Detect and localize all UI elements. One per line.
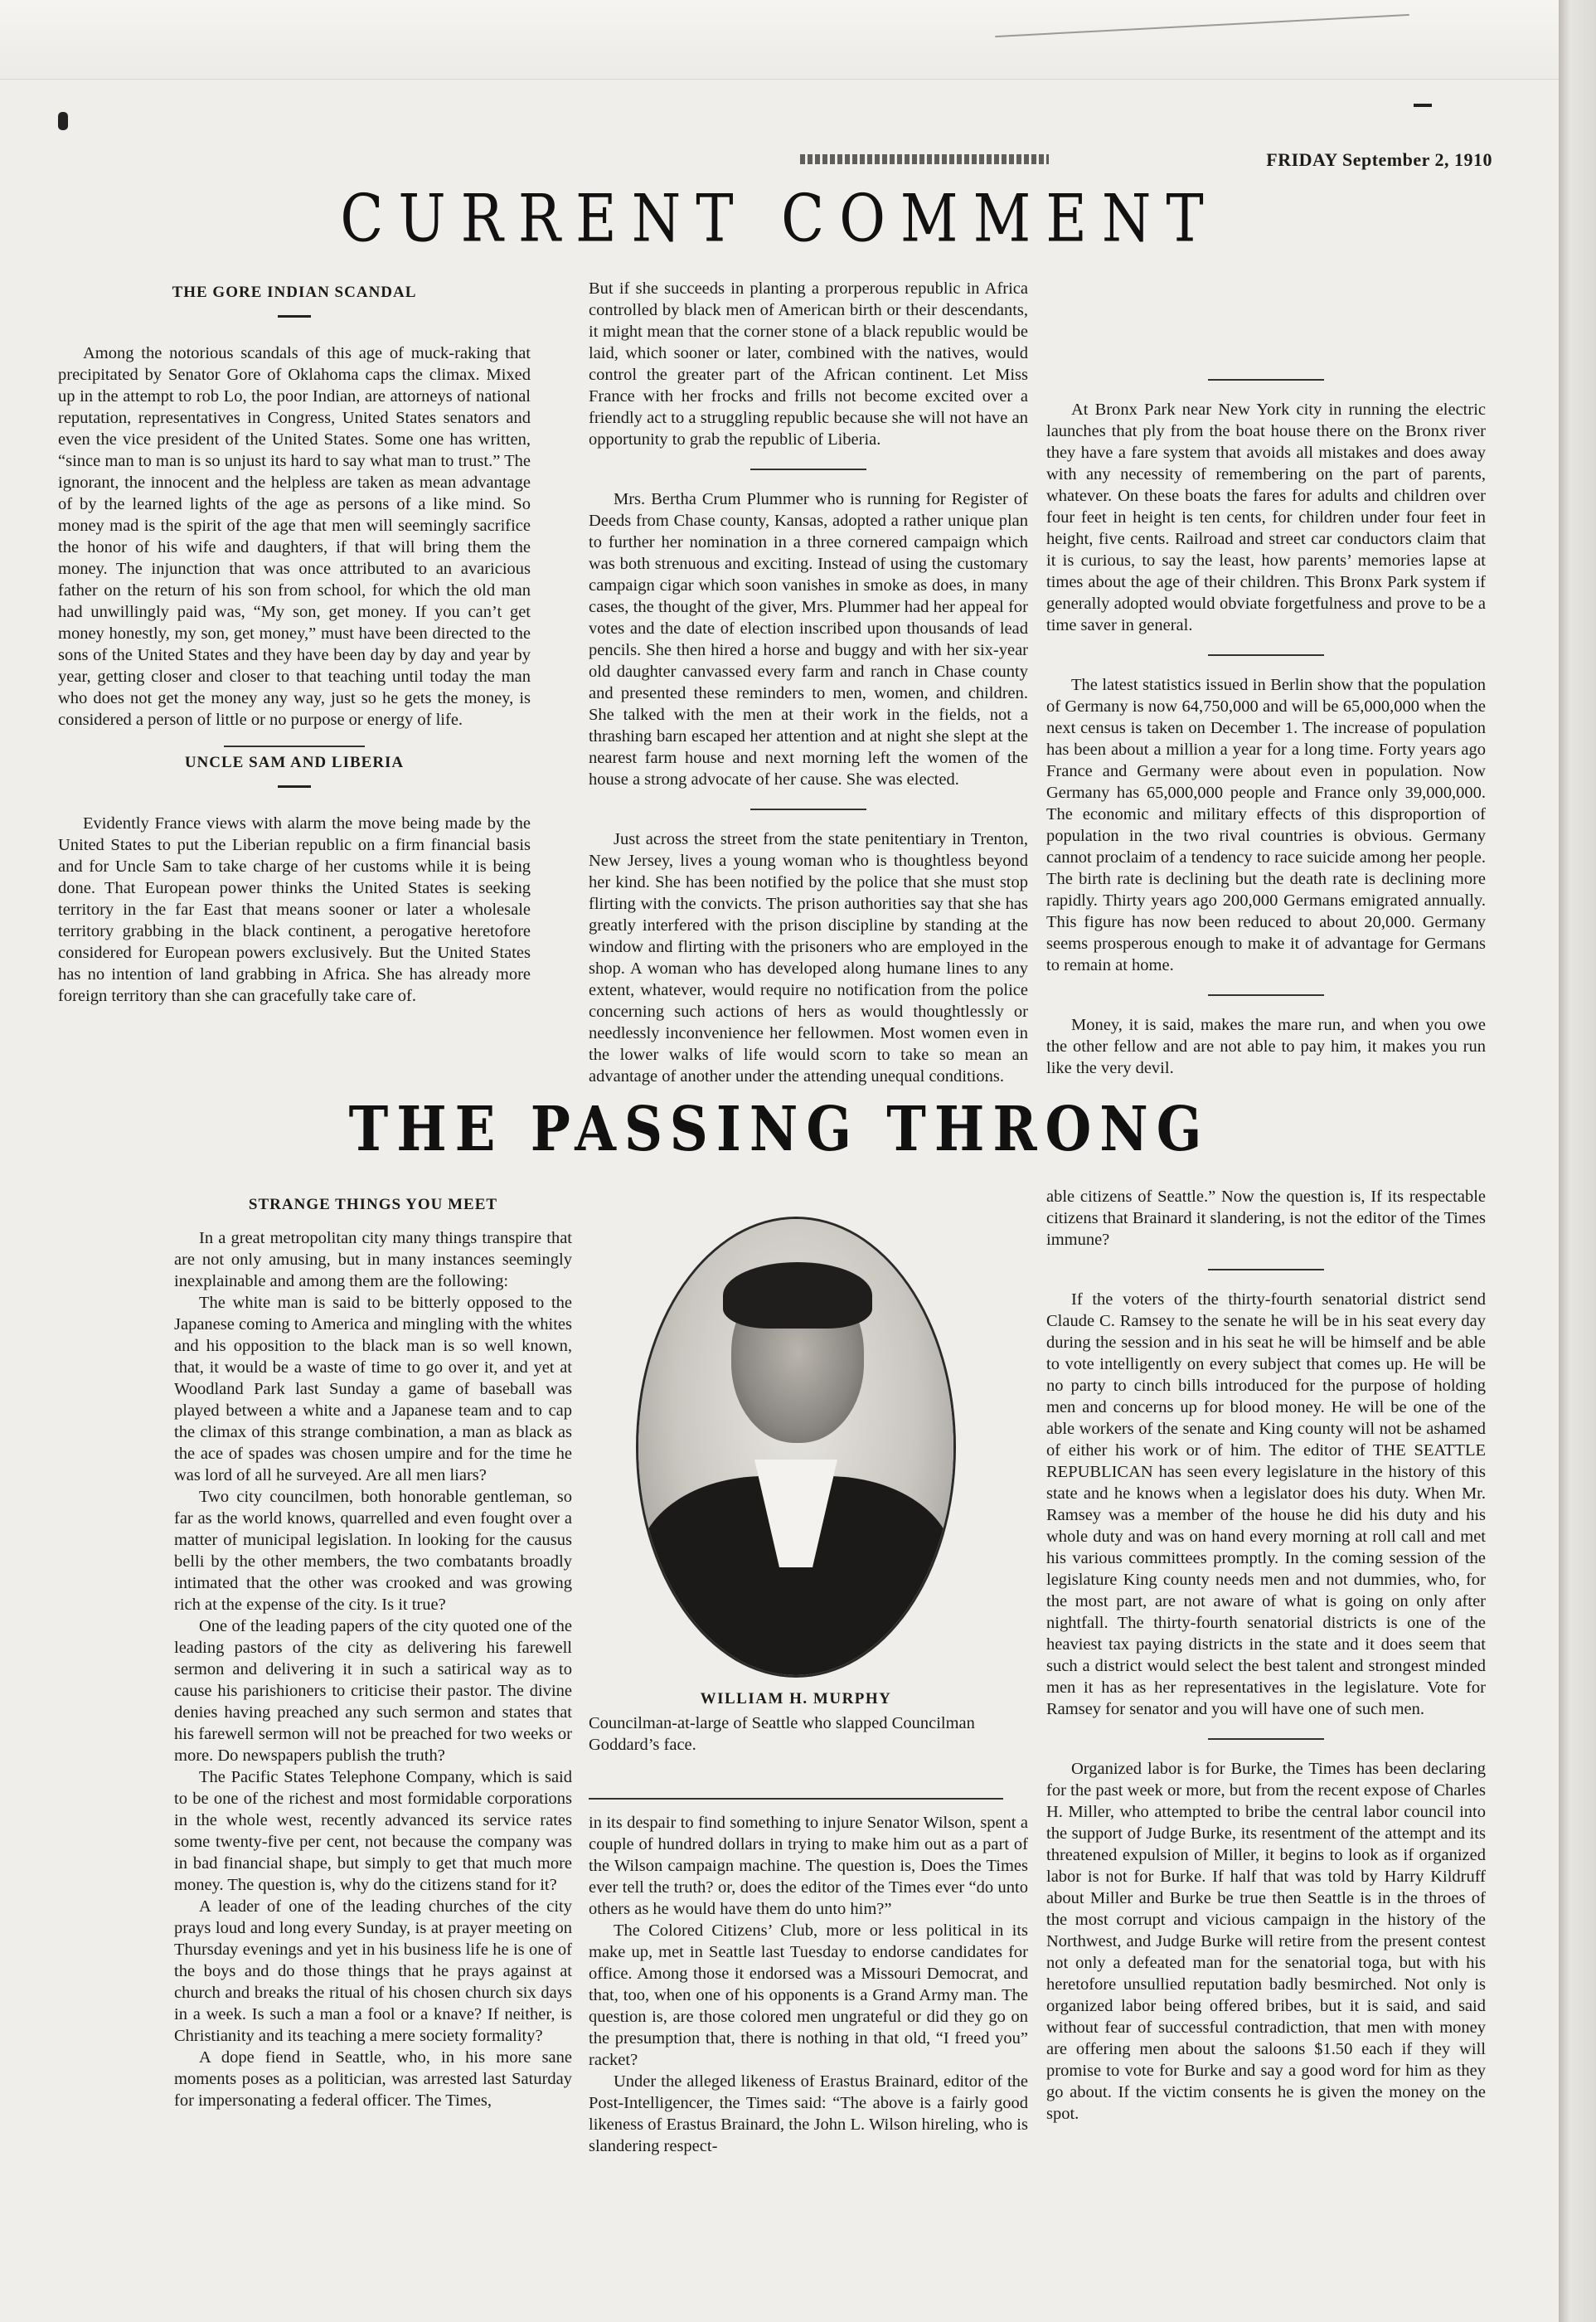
portrait-hair xyxy=(723,1262,872,1329)
section-rule xyxy=(750,469,866,470)
article-paragraph: Evidently France views with alarm the move being made by the United States to put the Liberian republic on a firm financial basis and for Uncle Sam to take charge of her customs while it is being done. That European power thinks the United States is seeking territory in the far East that means sooner or later a wholesale territory grabbing in the black continent, a perogative heretofore considered for European powers exclusively. But the United States has no intention of land grabbing in Africa. She has already more foreign territory than she can gracefully take care of. xyxy=(58,814,531,1005)
section-heading: THE GORE INDIAN SCANDAL xyxy=(172,284,417,301)
article-paragraph: One of the leading papers of the city quoted one of the leading pastors of the city as delivering his farewell sermon and delivering it in such a satirical way as to cause his parishioners to criticise their pastor. The divine denies having preached any such sermon and states that his farewell sermon will not be preached for two weeks or more. Do newspapers publish the truth? xyxy=(174,1617,572,1765)
photo-caption-text: Councilman-at-large of Seattle who slapped Councilman Goddard’s face. xyxy=(589,1714,975,1754)
photo-caption-name: WILLIAM H. MURPHY xyxy=(700,1690,892,1707)
article-paragraph: Just across the street from the state penitentiary in Trenton, New Jersey, lives a young woman who is thoughtless beyond her kind. She has been notified by the police that she must stop flirting with the convicts. The prison authorities say that she has greatly interfered with the prison discipline by standing at the window and flirting with the prisoners who are employed in the shop. A woman who has developed along humane lines to any extent, whatever, would require no notification from the police concerning such actions of hers as would thoughtlessly or needlessly inconvenience her fellowmen. Most women even in the lower walks of life would scorn to take so mean an advantage of another under the attending unequal conditions. xyxy=(589,830,1028,1086)
article-paragraph: The Pacific States Telephone Company, which is said to be one of the richest and most formidable corporations in the whole west, recently advanced its service rates some twenty-five per cent, not because the company was in bad financial shape, but simply to get that much more money. The question is, why do the citizens stand for it? xyxy=(174,1768,572,1894)
current-comment-title: CURRENT COMMENT xyxy=(340,182,1219,257)
cc-column-2 xyxy=(589,278,1028,1087)
article-paragraph: A leader of one of the leading churches of the city prays loud and long every Sunday, is at prayer meeting on Thursday evenings and yet in his business life he is one of the boys and do those things that he prays against at church and breaks the ritual of his chosen church six days in a week. Is such a man a fool or a knave? If neither, is Christianity and its teaching a mere society formality? xyxy=(174,1897,572,2045)
article-paragraph: If the voters of the thirty-fourth senatorial district send Claude C. Ramsey to the senate he will be in his seat every day during the session and in his seat he will be himself and be able to vote intelligently on every subject that comes up. He will be no party to cinch bills introduced for the purpose of holding men and concerns up for blood money. He will be one of the able workers of the senate and King county will not be ashamed of either his work or of him. The editor of THE SEATTLE REPUBLICAN has seen every legislature in the history of this state and he knows when a legislator does his duty. When Mr. Ramsey was a member of the house he did his duty and his whole duty and was on hand every morning at roll call and met his various committees promptly. In the coming session of the legislature King county needs men and not dummies, who, for the most part, are not aware of what is going on only after nightfall. The thirty-fourth senatorial districts is one of the heaviest tax paying districts in the state and it does seem that such a district would select the best talent and strongest minded men it has as her representatives in the legislature. Vote for Ramsey for senator and you will have one of such men. xyxy=(1046,1290,1486,1718)
torn-top-margin xyxy=(0,0,1559,80)
article-paragraph: Among the notorious scandals of this age of muck-raking that precipitated by Senator Gore of Oklahoma caps the climax. Mixed up in the attempt to rob Lo, the poor Indian, are attorneys of national reputation, representatives in Congress, United States senators and even the vice president of the United States. Some one has written, “since man to man is so unjust its hard to say what man to trust.” The ignorant, the innocent and the helpless are taken as mean advantage of by the learned lights of the age as persons of a like mind. So money mad is the spirit of the age that men will seemingly sacrifice the honor of his wife and daughters, if that will bring them the money. The injunction that was once attributed to an avaricious father on the return of his son from school, for which the old man had unwillingly paid was, “My son, get money. If you can’t get money honestly, my son, get money,” must have been directed to the sons of the United States and they have been day by day and year by year, getting closer and closer to that teaching until today the man who does not get the money any way, just so he gets the money, is considered a person of little or no purpose or energy of life. xyxy=(58,344,531,729)
article-paragraph: able citizens of Seattle.” Now the question is, If its respectable citizens that Brainard it slandering, is not the editor of the Times immune? xyxy=(1046,1188,1486,1249)
article-paragraph: Two city councilmen, both honorable gentleman, so far as the world knows, quarrelled and even fought over a matter of municipal legislation. In looking for the causus belli by the other members, the two combatants broadly intimated that the other was crooked and was growing rich at the expense of the city. Is it true? xyxy=(174,1488,572,1614)
article-paragraph: Mrs. Bertha Crum Plummer who is running for Register of Deeds from Chase county, Kansas, adopted a rather unique plan to further her nomination in a three cornered campaign which was both strenuous and exciting. Instead of using the customary campaign cigar which soon vanishes in smoke as does, in many cases, the thought of the giver, Mrs. Plummer had her appeal for votes and the date of election inscribed upon thousands of lead pencils. She then hired a horse and buggy and with her six-year old daughter canvassed every farm and ranch in Chase county and presented these reminders to men, women, and children. She talked with the men at their work in the fields, not a thrashing barn escaped her attention and at night she slept at the nearest farm house and next morning left the women of the house a strong advocate of her cause. She was elected. xyxy=(589,490,1028,789)
cc-column-3 xyxy=(1046,278,1486,1079)
pt-column-1 xyxy=(174,1194,572,2111)
section-rule xyxy=(1208,654,1324,656)
article-paragraph: Money, it is said, makes the mare run, and when you owe the other fellow and are not able to pay him, it makes you run like the very devil. xyxy=(1046,1016,1486,1077)
section-heading: STRANGE THINGS YOU MEET xyxy=(248,1196,498,1213)
portrait-photo xyxy=(638,1219,953,1675)
passing-throng-title: THE PASSING THRONG xyxy=(348,1094,1210,1166)
pt-column-2 xyxy=(589,1812,1028,2157)
heading-dash xyxy=(278,315,311,318)
masthead-paper-name xyxy=(800,154,1049,164)
cc-column-1 xyxy=(58,282,531,1007)
article-paragraph: Organized labor is for Burke, the Times has been declaring for the past week or more, but from the recent expose of Charles H. Miller, who attempted to bribe the central labor council into the support of Judge Burke, its resentment of the attempt and its threatened expulsion of Miller, it begins to look as if organized labor is not for Burke. If half that was told by Harry Kildruff about Miller and Burke be true then Seattle is in the throes of the most corrupt and vicious campaign in the history of the Northwest, and Judge Burke will retire from the present contest not only a defeated man for the senatorial toga, but with his heretofore unsullied reputation badly besmirched. Not only is organized labor being offered bribes, but it is said, and said without fear of successful contradiction, that men with money are offering men about the saloons $1.50 each if they will promise to vote for Burke and say a good word for him as they go about. If the victim consents he is given the money on the spot. xyxy=(1046,1760,1486,2123)
section-heading: UNCLE SAM AND LIBERIA xyxy=(184,754,405,771)
dateline: FRIDAY September 2, 1910 xyxy=(1266,149,1492,170)
article-paragraph: The white man is said to be bitterly opposed to the Japanese coming to America and mingling with the whites and his opposition to the black man is so well known, that, it would be a waste of time to go over it, and yet at Woodland Park last Sunday a game of baseball was played between a white and a Japanese team and to cap the climax of this strange combination, a man as black as the ace of spades was chosen umpire and for the time he was lord of all he surveyed. Are all men liars? xyxy=(174,1294,572,1484)
article-paragraph: At Bronx Park near New York city in running the electric launches that ply from the boat house there on the Bronx river they have a fare system that avoids all mistakes and does away with any necessity of remembering on the part of parents, whatever. On these boats the fares for adults and children over four feet in height is ten cents, for children under four feet in height, five cents. Railroad and street car conductors claim that it is curious, to say the least, how parents’ memories lapse at times about the age of their children. This Bronx Park system if generally adopted would obviate forgetfulness and prove to be a time saver in general. xyxy=(1046,401,1486,634)
adjacent-page-edge xyxy=(1559,0,1596,2322)
article-paragraph: Under the alleged likeness of Erastus Brainard, editor of the Post-Intelligencer, the Times said: “The above is a fairly good likeness of Erastus Brainard, the John L. Wilson hireling, who is slandering respect- xyxy=(589,2072,1028,2155)
section-rule xyxy=(1208,1738,1324,1740)
article-paragraph: in its despair to find something to injure Senator Wilson, spent a couple of hundred dollars in trying to make him out as a part of the Wilson campaign machine. The question is, Does the Times ever tell the truth? or, does the editor of the Times ever “do unto others as he would have them do unto him?” xyxy=(589,1814,1028,1918)
article-paragraph: In a great metropolitan city many things transpire that are not only amusing, but in many instances seemingly inexplainable and among them are the following: xyxy=(174,1229,572,1290)
continued-text-area xyxy=(1046,278,1486,361)
section-rule xyxy=(224,746,365,747)
section-rule xyxy=(1208,994,1324,996)
ink-mark xyxy=(1414,104,1432,107)
section-rule xyxy=(1208,1269,1324,1270)
section-rule xyxy=(1208,379,1324,381)
heading-dash xyxy=(278,785,311,788)
article-paragraph: But if she succeeds in planting a prorperous republic in Africa controlled by black men of American birth or their descendants, it might mean that the corner stone of a black republic would be laid, which sooner or later, combined with the natives, would control the greater part of the African continent. Let Miss France with her frocks and frills not become excited over a friendly act to a struggling republic because she will not have an opportunity to grab the republic of Liberia. xyxy=(589,279,1028,449)
article-paragraph: A dope fiend in Seattle, who, in his more sane moments poses as a politician, was arrested last Saturday for impersonating a federal officer. The Times, xyxy=(174,2048,572,2110)
article-paragraph: The latest statistics issued in Berlin show that the population of Germany is now 64,750,000 and will be 65,000,000 when the next census is taken on December 1. The increase of population has been about a million a year for a long time. Forty years ago France and Germany were about even in population. Now Germany has 65,000,000 people and France only 39,000,000. The economic and military effects of this disproportion of population in the two rival countries is obvious. Germany cannot proclaim of a tendency to race suicide among her people. The birth rate is declining but the death rate is declining more rapidly. Thirty years ago 200,000 Germans emigrated annually. This figure has now been reduced to about 20,000. Germany seems prosperous enough to make it of advantage for Germans to remain at home. xyxy=(1046,676,1486,974)
caption-rule xyxy=(589,1798,1003,1800)
article-paragraph: The Colored Citizens’ Club, more or less political in its make up, met in Seattle last Tuesday to endorse candidates for office. Among those it endorsed was a Missouri Democrat, and that, too, when one of his opponents is a Grand Army man. The question is, are those colored men ungrateful or did they go on the presumption that, there is nothing in that old, “I freed you” racket? xyxy=(589,1921,1028,2069)
portrait-block xyxy=(589,1211,1003,1754)
section-rule xyxy=(750,809,866,810)
pt-column-3 xyxy=(1046,1186,1486,2125)
binding-hole xyxy=(58,112,68,130)
